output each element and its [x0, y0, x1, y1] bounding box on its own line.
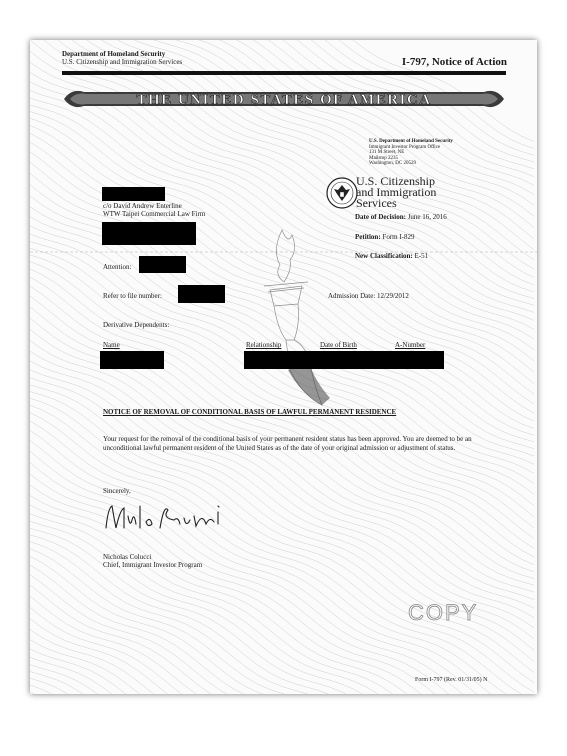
petition-label: Petition:: [355, 233, 381, 241]
office-line-3: 131 M Street, NE: [369, 150, 405, 155]
signer-title: Chief, Immigrant Investor Program: [103, 561, 203, 569]
care-of-line: c/o David Andrew Enterline: [103, 202, 182, 210]
signature-image: [102, 498, 232, 538]
uscis-line-2: and Immigration: [356, 185, 437, 199]
office-line-2: Immigrant Investor Program Office: [369, 144, 441, 150]
law-firm-line: WTW Taipei Commercial Law Firm: [103, 210, 206, 218]
redacted-recipient-name: [102, 187, 165, 201]
office-address: [369, 139, 453, 167]
uscis-line-3: Services: [356, 196, 397, 210]
office-line-4: Mailstop 2235: [369, 155, 399, 161]
signer-name: Nicholas Colucci: [103, 553, 152, 561]
classification: [355, 252, 428, 260]
agency-line-1: Department of Homeland Security: [62, 50, 166, 58]
uscis-logo: [356, 176, 436, 209]
document-page: [30, 40, 537, 694]
redacted-attention: [139, 256, 186, 273]
redacted-address: [102, 222, 196, 245]
closing: Sincerely,: [103, 487, 131, 495]
uscis-line-1: U.S. Citizenship: [356, 174, 436, 188]
attention-label: Attention:: [103, 263, 132, 271]
redacted-dependent-details: [244, 351, 444, 369]
redacted-file-number: [178, 285, 225, 303]
col-header-dob: Date of Birth: [320, 341, 357, 349]
form-footer: Form I-797 (Rev. 01/31/05) N: [415, 677, 488, 683]
agency-header: [62, 50, 182, 66]
banner-text: THE UNITED STATES OF AMERICA: [136, 92, 432, 108]
decision-date-label: Date of Decision:: [355, 213, 406, 221]
copy-stamp: COPY: [408, 600, 479, 625]
petition: [355, 233, 415, 241]
form-title: I-797, Notice of Action: [401, 56, 507, 68]
banner: [64, 88, 504, 110]
office-line-5: Washington, DC 20529: [369, 161, 416, 166]
admission-label: Admission Date:: [328, 292, 376, 300]
col-header-name: Name: [103, 341, 120, 349]
office-line-1: U.S. Department of Homeland Security: [369, 139, 453, 144]
decision-date-value: June 16, 2016: [407, 213, 447, 221]
col-header-relationship: Relationship: [246, 341, 282, 349]
refer-label: Refer to file number:: [103, 292, 162, 300]
notice-body: Your request for the removal of the conditional basis of your permanent resident status has been approved. You are deemed to be an unconditional lawful permanent resident of the United States as of the date of your original admission or adjustment of status.: [103, 435, 472, 452]
dhs-seal-icon: [326, 177, 358, 209]
classification-label: New Classification:: [355, 252, 413, 260]
notice-title: NOTICE OF REMOVAL OF CONDITIONAL BASIS OF LAWFUL PERMANENT RESIDENCE: [103, 408, 397, 416]
admission-value: 12/29/2012: [377, 292, 409, 300]
col-header-a-number: A-Number: [395, 341, 426, 349]
derivative-label: Derivative Dependents:: [103, 321, 170, 329]
classification-value: E-51: [414, 252, 429, 260]
redacted-dependent-name: [100, 351, 164, 369]
header-rule: [62, 71, 506, 75]
torch-watermark-icon: [252, 220, 362, 410]
agency-line-2: U.S. Citizenship and Immigration Services: [62, 58, 183, 66]
admission-date: [328, 292, 409, 300]
petition-value: Form I-829: [382, 233, 415, 241]
decision-date: [355, 213, 447, 221]
